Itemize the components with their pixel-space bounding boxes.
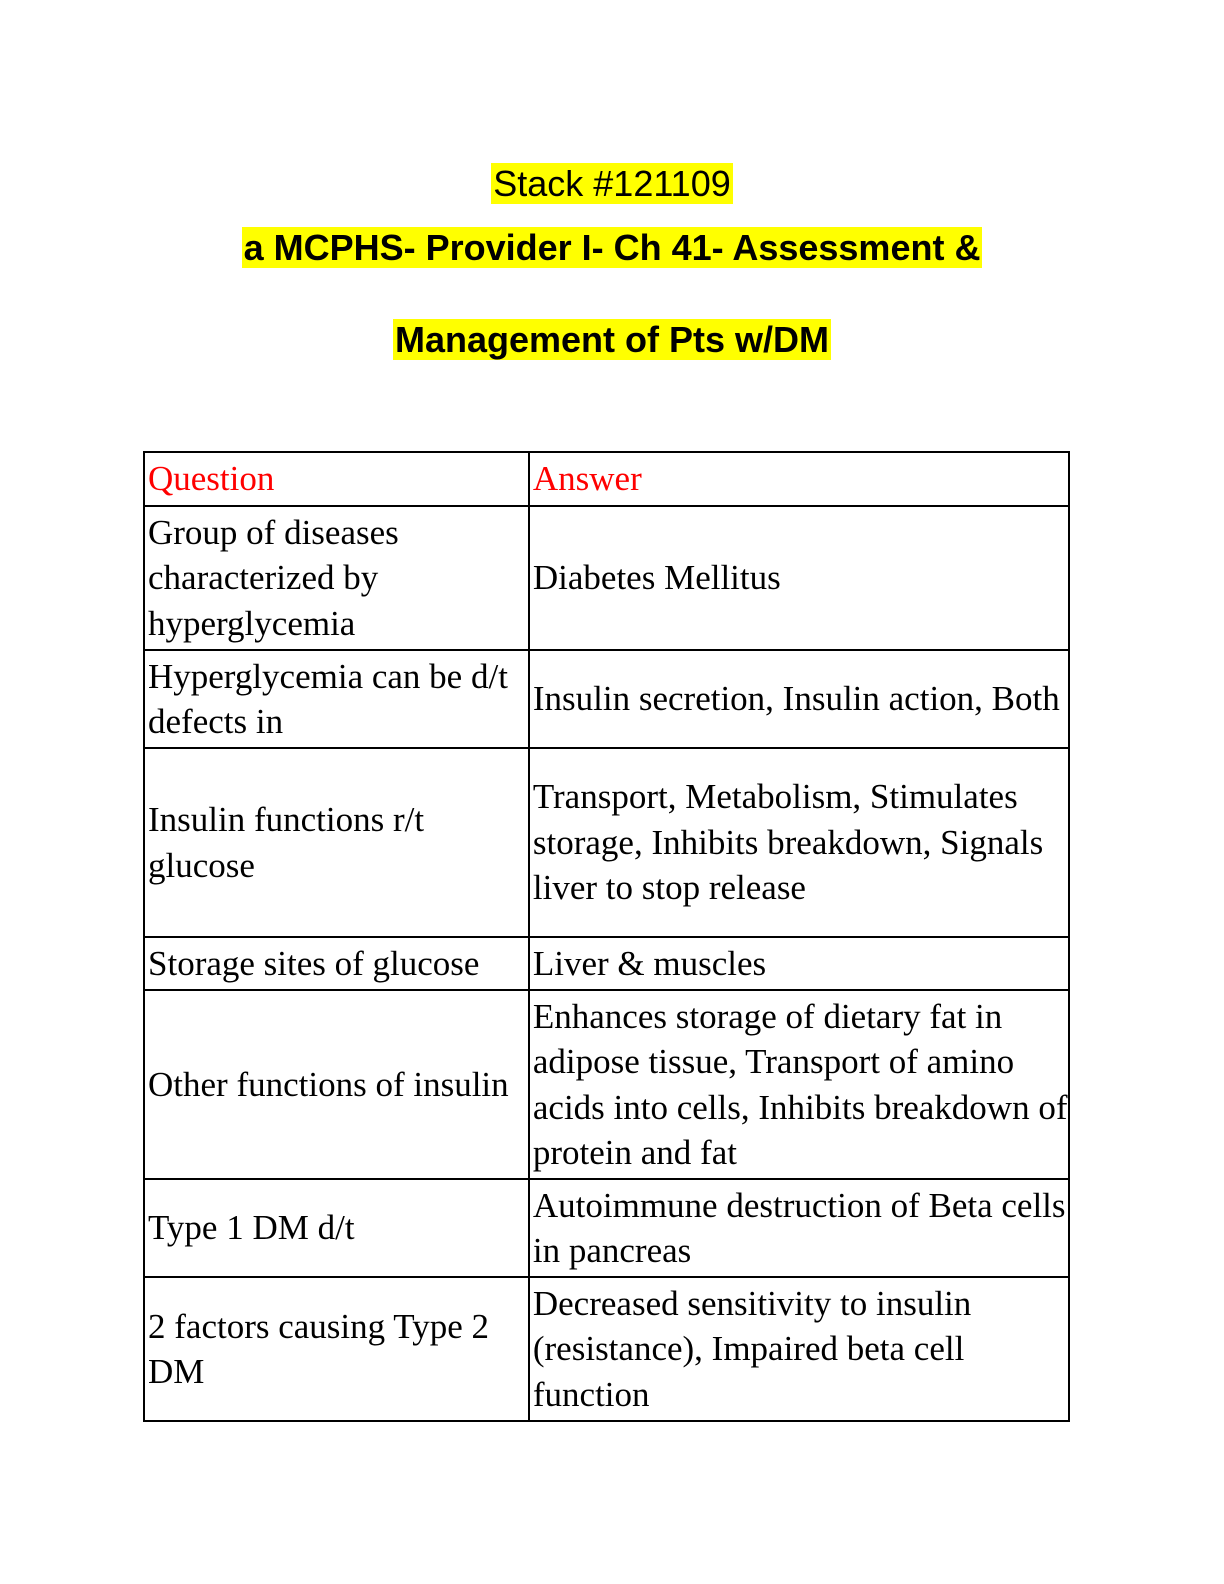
table-row [144,506,1069,650]
table-row [144,937,1069,990]
stack-heading [0,160,1224,208]
answer-cell: Decreased sensitivity to insulin (resistance), Impaired beta cell function [529,1277,1069,1421]
title-text-1: a MCPHS- Provider I- Ch 41- Assessment & [243,227,981,268]
column-header-answer: Answer [529,452,1069,506]
answer-cell: Liver & muscles [529,937,1069,990]
answer-cell: Insulin secretion, Insulin action, Both [529,650,1069,748]
qa-table [143,451,1070,1422]
question-cell: Type 1 DM d/t [144,1179,529,1277]
answer-cell: Diabetes Mellitus [529,506,1069,650]
question-cell: Insulin functions r/t glucose [144,748,529,937]
question-cell: Hyperglycemia can be d/t defects in [144,650,529,748]
stack-number: Stack #121109 [493,163,731,204]
table-row [144,1277,1069,1421]
table-row [144,990,1069,1179]
table-row [144,1179,1069,1277]
answer-cell: Autoimmune destruction of Beta cells in pancreas [529,1179,1069,1277]
question-cell: Other functions of insulin [144,990,529,1179]
table-header-row [144,452,1069,506]
document-title-line-2 [0,316,1224,364]
title-text-2: Management of Pts w/DM [394,319,830,360]
column-header-question: Question [144,452,529,506]
question-cell: 2 factors causing Type 2 DM [144,1277,529,1421]
table-row [144,650,1069,748]
question-cell: Group of diseases characterized by hyperglycemia [144,506,529,650]
table-row [144,748,1069,937]
document-title-line-1 [0,224,1224,272]
question-cell: Storage sites of glucose [144,937,529,990]
answer-cell: Transport, Metabolism, Stimulates storage, Inhibits breakdown, Signals liver to stop release [529,748,1069,937]
answer-cell: Enhances storage of dietary fat in adipose tissue, Transport of amino acids into cells, Inhibits breakdown of protein and fat [529,990,1069,1179]
